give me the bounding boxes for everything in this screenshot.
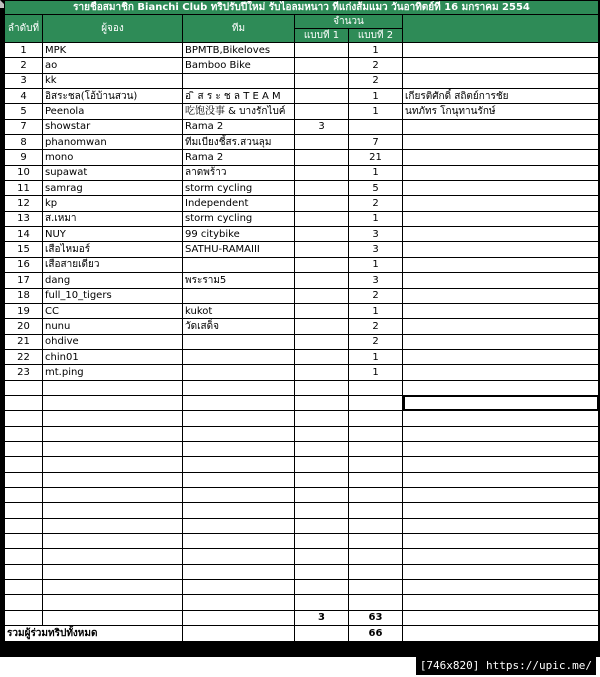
- empty-row: [5, 580, 599, 595]
- empty-row: [5, 426, 599, 441]
- cell-no[interactable]: 3: [5, 73, 43, 88]
- cell-team[interactable]: SATHU-RAMAIII: [183, 242, 295, 257]
- cell-t1[interactable]: [295, 135, 349, 150]
- cell-name[interactable]: CC: [43, 303, 183, 318]
- cell-team[interactable]: วัดเสด็จ: [183, 319, 295, 334]
- table-row: [5, 227, 599, 242]
- empty-cell-name[interactable]: [43, 426, 183, 441]
- header-row-1: [5, 15, 599, 29]
- subtotal-name-cell[interactable]: [43, 610, 183, 625]
- empty-cell-no[interactable]: [5, 441, 43, 456]
- cell-name[interactable]: Peenola: [43, 104, 183, 119]
- subtotal-type2[interactable]: 63: [349, 610, 403, 625]
- empty-cell-note[interactable]: [403, 549, 599, 564]
- empty-row: [5, 411, 599, 426]
- empty-cell-no[interactable]: [5, 549, 43, 564]
- cell-no[interactable]: 22: [5, 349, 43, 364]
- cell-t2[interactable]: 2: [349, 73, 403, 88]
- empty-cell-no[interactable]: [5, 411, 43, 426]
- table-row: [5, 150, 599, 165]
- table-row: [5, 303, 599, 318]
- table-row: [5, 319, 599, 334]
- empty-cell-t2[interactable]: [349, 380, 403, 395]
- subtotal-type1[interactable]: 3: [295, 610, 349, 625]
- empty-cell-t2[interactable]: [349, 472, 403, 487]
- empty-cell-no[interactable]: [5, 457, 43, 472]
- subtotal-note-cell[interactable]: [403, 610, 599, 625]
- empty-cell-t1[interactable]: [295, 411, 349, 426]
- empty-cell-t1[interactable]: [295, 503, 349, 518]
- cell-t1[interactable]: [295, 181, 349, 196]
- cell-t1[interactable]: [295, 73, 349, 88]
- cell-name[interactable]: full_10_tigers: [43, 288, 183, 303]
- empty-cell-team[interactable]: [183, 549, 295, 564]
- table-row: [5, 273, 599, 288]
- cell-t2[interactable]: 3: [349, 227, 403, 242]
- cell-name[interactable]: chin01: [43, 349, 183, 364]
- empty-cell-note[interactable]: [403, 487, 599, 502]
- empty-cell-team[interactable]: [183, 441, 295, 456]
- empty-cell-t1[interactable]: [295, 457, 349, 472]
- empty-cell-name[interactable]: [43, 595, 183, 610]
- cell-name[interactable]: mono: [43, 150, 183, 165]
- table-row: [5, 365, 599, 380]
- empty-cell-t2[interactable]: [349, 564, 403, 579]
- cell-no[interactable]: 10: [5, 165, 43, 180]
- empty-row: [5, 472, 599, 487]
- empty-cell-t2[interactable]: [349, 595, 403, 610]
- cell-no[interactable]: 19: [5, 303, 43, 318]
- grand-total-type1-cell[interactable]: [295, 626, 349, 642]
- empty-cell-t2[interactable]: [349, 549, 403, 564]
- empty-cell-no[interactable]: [5, 518, 43, 533]
- empty-cell-no[interactable]: [5, 564, 43, 579]
- cell-no[interactable]: 9: [5, 150, 43, 165]
- empty-row: [5, 457, 599, 472]
- cell-t2[interactable]: 1: [349, 165, 403, 180]
- empty-cell-name[interactable]: [43, 395, 183, 410]
- cell-note[interactable]: [403, 257, 599, 272]
- cell-no[interactable]: 4: [5, 89, 43, 104]
- cell-team[interactable]: Independent: [183, 196, 295, 211]
- empty-cell-name[interactable]: [43, 518, 183, 533]
- cell-t2[interactable]: 1: [349, 89, 403, 104]
- empty-cell-team[interactable]: [183, 503, 295, 518]
- empty-cell-name[interactable]: [43, 441, 183, 456]
- empty-cell-t2[interactable]: [349, 534, 403, 549]
- table-body: [5, 43, 599, 611]
- table-row: [5, 196, 599, 211]
- header-name[interactable]: ผู้จอง: [43, 15, 183, 43]
- footer-bar: [0, 657, 600, 677]
- cell-note[interactable]: [403, 349, 599, 364]
- empty-cell-name[interactable]: [43, 380, 183, 395]
- cell-name[interactable]: dang: [43, 273, 183, 288]
- cell-name[interactable]: samrag: [43, 181, 183, 196]
- cell-note[interactable]: [403, 242, 599, 257]
- empty-cell-team[interactable]: [183, 580, 295, 595]
- empty-cell-name[interactable]: [43, 534, 183, 549]
- cell-note[interactable]: เกียรติศักดิ์ สถิตย์การชัย: [403, 89, 599, 104]
- empty-cell-t1[interactable]: [295, 564, 349, 579]
- cell-no[interactable]: 5: [5, 104, 43, 119]
- empty-cell-name[interactable]: [43, 549, 183, 564]
- empty-cell-t1[interactable]: [295, 595, 349, 610]
- cell-no[interactable]: 20: [5, 319, 43, 334]
- cell-no[interactable]: 8: [5, 135, 43, 150]
- empty-cell-name[interactable]: [43, 411, 183, 426]
- cell-t1[interactable]: [295, 257, 349, 272]
- empty-cell-t1[interactable]: [295, 518, 349, 533]
- cell-team[interactable]: [183, 365, 295, 380]
- cell-team[interactable]: storm cycling: [183, 211, 295, 226]
- empty-cell-note[interactable]: [403, 441, 599, 456]
- cell-note[interactable]: [403, 119, 599, 134]
- grand-total-row: [5, 626, 599, 642]
- empty-cell-t2[interactable]: [349, 411, 403, 426]
- empty-cell-note[interactable]: [403, 503, 599, 518]
- cell-no[interactable]: 13: [5, 211, 43, 226]
- cell-name[interactable]: ao: [43, 58, 183, 73]
- cell-no[interactable]: 7: [5, 119, 43, 134]
- cell-note[interactable]: [403, 319, 599, 334]
- empty-cell-t1[interactable]: [295, 380, 349, 395]
- table-row: [5, 288, 599, 303]
- empty-cell-note[interactable]: [403, 580, 599, 595]
- cell-t1[interactable]: [295, 365, 349, 380]
- cell-note[interactable]: [403, 181, 599, 196]
- cell-t1[interactable]: [295, 196, 349, 211]
- empty-cell-no[interactable]: [5, 595, 43, 610]
- header-team[interactable]: ทีม: [183, 15, 295, 43]
- cell-no[interactable]: 1: [5, 43, 43, 58]
- cell-team[interactable]: [183, 73, 295, 88]
- empty-cell-name[interactable]: [43, 564, 183, 579]
- empty-cell-note[interactable]: [403, 595, 599, 610]
- table-row: [5, 349, 599, 364]
- empty-cell-note[interactable]: [403, 534, 599, 549]
- cell-t1[interactable]: [295, 349, 349, 364]
- empty-row: [5, 549, 599, 564]
- empty-row: [5, 395, 599, 410]
- cell-t1[interactable]: [295, 211, 349, 226]
- cell-name[interactable]: NUY: [43, 227, 183, 242]
- cell-note[interactable]: [403, 211, 599, 226]
- cell-name[interactable]: อิสระชล(โอ้บ้านสวน): [43, 89, 183, 104]
- table-row: [5, 181, 599, 196]
- cell-note[interactable]: นทภัทร โกนุทานรักษ์: [403, 104, 599, 119]
- header-type1[interactable]: แบบที่ 1: [295, 29, 349, 43]
- cell-team[interactable]: BPMTB,Bikeloves: [183, 43, 295, 58]
- cell-t2[interactable]: 1: [349, 349, 403, 364]
- cell-team[interactable]: ทีมเบียงชี้สร.สวนลุม: [183, 135, 295, 150]
- grand-total-note-cell[interactable]: [403, 626, 599, 642]
- cell-t2[interactable]: 1: [349, 104, 403, 119]
- cell-t2[interactable]: 2: [349, 58, 403, 73]
- cell-team[interactable]: พระราม5: [183, 273, 295, 288]
- table-row: [5, 58, 599, 73]
- cell-no[interactable]: 11: [5, 181, 43, 196]
- cell-note[interactable]: [403, 165, 599, 180]
- cell-t2[interactable]: 1: [349, 303, 403, 318]
- table-row: [5, 73, 599, 88]
- cell-name[interactable]: เสือไหมอร์: [43, 242, 183, 257]
- empty-cell-team[interactable]: [183, 411, 295, 426]
- cell-name[interactable]: kk: [43, 73, 183, 88]
- header-no[interactable]: ลำดับที่: [5, 15, 43, 43]
- cell-name[interactable]: supawat: [43, 165, 183, 180]
- empty-cell-t2[interactable]: [349, 441, 403, 456]
- cell-no[interactable]: 23: [5, 365, 43, 380]
- cell-t1[interactable]: [295, 104, 349, 119]
- cell-team[interactable]: [183, 349, 295, 364]
- empty-cell-team[interactable]: [183, 564, 295, 579]
- empty-cell-no[interactable]: [5, 395, 43, 410]
- cell-t1[interactable]: [295, 89, 349, 104]
- header-type2[interactable]: แบบที่ 2: [349, 29, 403, 43]
- cell-t2[interactable]: [349, 119, 403, 134]
- cell-team[interactable]: kukot: [183, 303, 295, 318]
- cell-name[interactable]: nunu: [43, 319, 183, 334]
- empty-cell-team[interactable]: [183, 472, 295, 487]
- empty-cell-t1[interactable]: [295, 580, 349, 595]
- cell-team[interactable]: [183, 288, 295, 303]
- empty-cell-t1[interactable]: [295, 395, 349, 410]
- empty-cell-note[interactable]: [403, 380, 599, 395]
- cell-t2[interactable]: 2: [349, 196, 403, 211]
- empty-cell-t1[interactable]: [295, 441, 349, 456]
- empty-cell-t2[interactable]: [349, 487, 403, 502]
- cell-name[interactable]: showstar: [43, 119, 183, 134]
- cell-no[interactable]: 12: [5, 196, 43, 211]
- header-note[interactable]: [403, 15, 599, 43]
- cell-team[interactable]: ลาดพร้าว: [183, 165, 295, 180]
- empty-cell-t1[interactable]: [295, 426, 349, 441]
- cell-t1[interactable]: [295, 273, 349, 288]
- grand-total-label[interactable]: รวมผู้ร่วมทริปทั้งหมด: [5, 626, 183, 642]
- cell-t2[interactable]: 1: [349, 365, 403, 380]
- cell-t1[interactable]: [295, 242, 349, 257]
- empty-cell-note[interactable]: [403, 395, 599, 410]
- cell-team[interactable]: [183, 334, 295, 349]
- cell-t1[interactable]: [295, 334, 349, 349]
- cell-team[interactable]: Rama 2: [183, 150, 295, 165]
- cell-name[interactable]: ohdive: [43, 334, 183, 349]
- cell-note[interactable]: [403, 334, 599, 349]
- cell-note[interactable]: [403, 58, 599, 73]
- title-row: [5, 1, 599, 15]
- table-row: [5, 257, 599, 272]
- cell-no[interactable]: 17: [5, 273, 43, 288]
- table-row: [5, 104, 599, 119]
- table-row: [5, 211, 599, 226]
- empty-cell-no[interactable]: [5, 580, 43, 595]
- cell-note[interactable]: [403, 196, 599, 211]
- empty-cell-team[interactable]: [183, 380, 295, 395]
- empty-cell-no[interactable]: [5, 472, 43, 487]
- cell-t2[interactable]: 7: [349, 135, 403, 150]
- empty-row: [5, 380, 599, 395]
- cell-t2[interactable]: 5: [349, 181, 403, 196]
- cell-t2[interactable]: 2: [349, 288, 403, 303]
- cell-note[interactable]: [403, 303, 599, 318]
- cell-name[interactable]: ส.เหมา: [43, 211, 183, 226]
- cell-note[interactable]: [403, 273, 599, 288]
- empty-cell-t2[interactable]: [349, 503, 403, 518]
- grand-total-team-cell[interactable]: [183, 626, 295, 642]
- empty-row: [5, 503, 599, 518]
- cell-note[interactable]: [403, 135, 599, 150]
- cell-name[interactable]: kp: [43, 196, 183, 211]
- cell-team[interactable]: 99 citybike: [183, 227, 295, 242]
- empty-cell-note[interactable]: [403, 426, 599, 441]
- cell-t2[interactable]: 3: [349, 242, 403, 257]
- cell-t1[interactable]: [295, 288, 349, 303]
- cell-t2[interactable]: 2: [349, 319, 403, 334]
- cell-team[interactable]: 吃饱没事 & บางรักไบค์: [183, 104, 295, 119]
- empty-cell-t1[interactable]: [295, 549, 349, 564]
- cell-t2[interactable]: 1: [349, 257, 403, 272]
- table-row: [5, 119, 599, 134]
- cell-name[interactable]: MPK: [43, 43, 183, 58]
- empty-cell-no[interactable]: [5, 426, 43, 441]
- empty-cell-team[interactable]: [183, 487, 295, 502]
- empty-cell-team[interactable]: [183, 457, 295, 472]
- empty-row: [5, 564, 599, 579]
- cell-no[interactable]: 21: [5, 334, 43, 349]
- cell-no[interactable]: 18: [5, 288, 43, 303]
- table-row: [5, 43, 599, 58]
- empty-row: [5, 534, 599, 549]
- cell-note[interactable]: [403, 288, 599, 303]
- watermark: [746x820] https://upic.me/: [416, 657, 596, 675]
- cell-team[interactable]: storm cycling: [183, 181, 295, 196]
- empty-cell-note[interactable]: [403, 457, 599, 472]
- cell-t1[interactable]: [295, 150, 349, 165]
- grand-total-value[interactable]: 66: [349, 626, 403, 642]
- empty-cell-t2[interactable]: [349, 457, 403, 472]
- empty-cell-name[interactable]: [43, 457, 183, 472]
- cell-t1[interactable]: [295, 58, 349, 73]
- empty-cell-name[interactable]: [43, 580, 183, 595]
- empty-cell-team[interactable]: [183, 426, 295, 441]
- cell-t1[interactable]: [295, 165, 349, 180]
- subtotal-no-cell[interactable]: [5, 610, 43, 625]
- table-row: [5, 135, 599, 150]
- empty-cell-team[interactable]: [183, 595, 295, 610]
- empty-cell-note[interactable]: [403, 411, 599, 426]
- empty-cell-no[interactable]: [5, 503, 43, 518]
- member-table: [4, 0, 599, 642]
- cell-t1[interactable]: 3: [295, 119, 349, 134]
- sheet-title[interactable]: รายชื่อสมาชิก Bianchi Club ทริปรับปีใหม่ รับไอลมหนาว ที่แก่งส้มแมว วันอาทิตย์ที่ 16 มกราคม 2554: [5, 1, 599, 15]
- cell-t2[interactable]: 1: [349, 43, 403, 58]
- empty-cell-team[interactable]: [183, 534, 295, 549]
- cell-team[interactable]: Bamboo Bike: [183, 58, 295, 73]
- cell-name[interactable]: เสือสายเดี่ยว: [43, 257, 183, 272]
- table-row: [5, 334, 599, 349]
- cell-no[interactable]: 2: [5, 58, 43, 73]
- empty-cell-team[interactable]: [183, 395, 295, 410]
- cell-no[interactable]: 16: [5, 257, 43, 272]
- empty-cell-note[interactable]: [403, 564, 599, 579]
- cell-t2[interactable]: 3: [349, 273, 403, 288]
- table-row: [5, 242, 599, 257]
- empty-cell-no[interactable]: [5, 380, 43, 395]
- empty-cell-t2[interactable]: [349, 580, 403, 595]
- empty-row: [5, 441, 599, 456]
- empty-cell-name[interactable]: [43, 487, 183, 502]
- subtotal-row: [5, 610, 599, 625]
- cell-t1[interactable]: [295, 43, 349, 58]
- cell-team[interactable]: [183, 257, 295, 272]
- header-count[interactable]: จำนวน: [295, 15, 403, 29]
- cell-t2[interactable]: 2: [349, 334, 403, 349]
- empty-cell-t2[interactable]: [349, 395, 403, 410]
- cell-note[interactable]: [403, 227, 599, 242]
- subtotal-team-cell[interactable]: [183, 610, 295, 625]
- cell-name[interactable]: mt.ping: [43, 365, 183, 380]
- empty-cell-name[interactable]: [43, 503, 183, 518]
- empty-cell-t1[interactable]: [295, 534, 349, 549]
- empty-row: [5, 595, 599, 610]
- cell-t1[interactable]: [295, 319, 349, 334]
- cell-no[interactable]: 14: [5, 227, 43, 242]
- empty-cell-no[interactable]: [5, 534, 43, 549]
- empty-row: [5, 487, 599, 502]
- empty-cell-t2[interactable]: [349, 518, 403, 533]
- cell-team[interactable]: Rama 2: [183, 119, 295, 134]
- cell-note[interactable]: [403, 73, 599, 88]
- cell-t1[interactable]: [295, 227, 349, 242]
- empty-row: [5, 518, 599, 533]
- empty-cell-name[interactable]: [43, 472, 183, 487]
- table-row: [5, 165, 599, 180]
- cell-t2[interactable]: 1: [349, 211, 403, 226]
- cell-note[interactable]: [403, 43, 599, 58]
- empty-cell-team[interactable]: [183, 518, 295, 533]
- empty-cell-no[interactable]: [5, 487, 43, 502]
- empty-cell-note[interactable]: [403, 518, 599, 533]
- cell-name[interactable]: phanomwan: [43, 135, 183, 150]
- empty-cell-t1[interactable]: [295, 487, 349, 502]
- cell-t1[interactable]: [295, 303, 349, 318]
- empty-cell-t2[interactable]: [349, 426, 403, 441]
- cell-note[interactable]: [403, 150, 599, 165]
- empty-cell-note[interactable]: [403, 472, 599, 487]
- empty-cell-t1[interactable]: [295, 472, 349, 487]
- cell-no[interactable]: 15: [5, 242, 43, 257]
- cell-note[interactable]: [403, 365, 599, 380]
- table-row: [5, 89, 599, 104]
- cell-t2[interactable]: 21: [349, 150, 403, 165]
- cell-team[interactable]: อ ิ ส ร ะ ช ล T E A M: [183, 89, 295, 104]
